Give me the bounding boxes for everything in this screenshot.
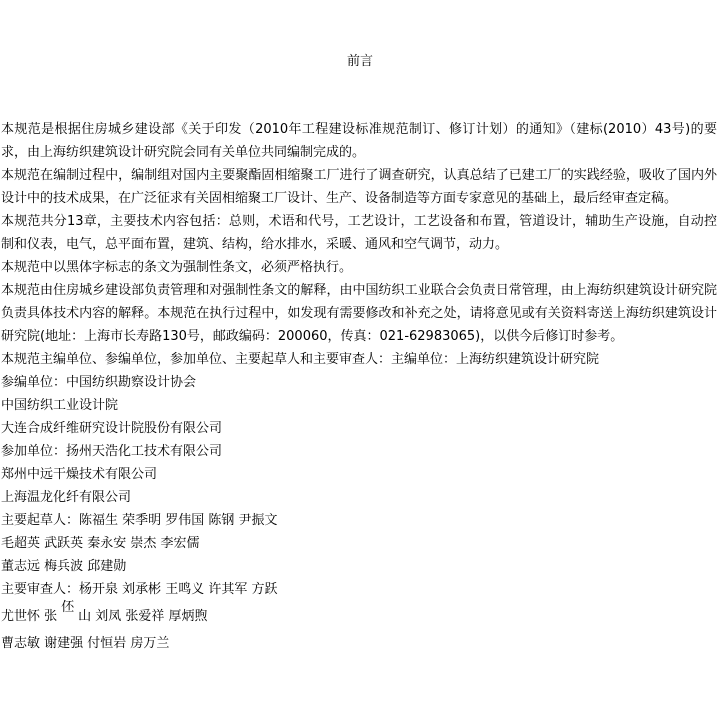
text-line xyxy=(1,601,717,632)
text-line: 毛超英 武跃英 秦永安 崇杰 李宏儒 xyxy=(1,536,200,551)
paragraph: 本规范在编制过程中，编制组对国内主要聚酯固相缩聚工厂进行了调查研究，认真总结了已建工厂的实践经验，吸收了国内外设计中的技术成果，在广泛征求有关固相缩聚工厂设计、生产、设备制造等方面专家意见的基础上，最后经审查定稿。 xyxy=(1,168,717,206)
text-line: 郑州中远干燥技术有限公司 xyxy=(1,467,158,482)
document-body xyxy=(1,118,717,655)
text-line: 本规范主编单位、参编单位，参加单位、主要起草人和主要审查人：主编单位：上海纺织建筑设计研究院 xyxy=(1,352,600,367)
text-line: 大连合成纤维研究设计院股份有限公司 xyxy=(1,421,223,436)
text-line: 曹志敏 谢建强 付恒岩 房万兰 xyxy=(1,636,170,651)
page-title: 前言 xyxy=(346,54,373,69)
text-line: 上海温龙化纤有限公司 xyxy=(1,490,132,505)
paragraph: 本规范共分13章，主要技术内容包括：总则，术语和代号，工艺设计，工艺设备和布置，管道设计，辅助生产设施，自动控制和仪表，电气，总平面布置，建筑、结构，给水排水，采暖、通风和空气调节，动力。 xyxy=(1,214,717,252)
text-line: 中国纺织工业设计院 xyxy=(1,398,119,413)
text-line: 董志远 梅兵波 邱建勋 xyxy=(1,559,127,574)
text-line: 参加单位：扬州天浩化工技术有限公司 xyxy=(1,444,223,459)
paragraph: 本规范是根据住房城乡建设部《关于印发（2010年工程建设标准规范制订、修订计划）的通知》（建标(2010）43号)的要求，由上海纺织建筑设计研究院会同有关单位共同编制完成的。 xyxy=(1,122,717,160)
name-text: 山 刘凤 张爱祥 厚炳煦 xyxy=(78,609,208,624)
text-line: 主要审查人：杨开泉 刘承彬 王鸣义 许其军 方跃 xyxy=(1,582,278,597)
paragraph: 本规范中以黑体字标志的条文为强制性条文，必须严格执行。 xyxy=(1,260,353,275)
text-line: 参编单位：中国纺织勘察设计协会 xyxy=(1,375,197,390)
name-text: 尤世怀 张 xyxy=(1,609,58,624)
paragraph: 本规范由住房城乡建设部负责管理和对强制性条文的解释，由中国纺织工业联合会负责日常管理，由上海纺织建筑设计研究院负责具体技术内容的解释。本规范在执行过程中，如发现有需要修改和补充之处，请将意见或有关资料寄送上海纺织建筑设计研究院(地址：上海市长寿路130号，邮政编码：200060，传真：021-62983065)，以供今后修订时参考。 xyxy=(1,283,717,344)
text-line: 主要起草人：陈福生 荣季明 罗伟国 陈钢 尹振文 xyxy=(1,513,278,528)
raised-character: 伾 xyxy=(61,600,75,615)
